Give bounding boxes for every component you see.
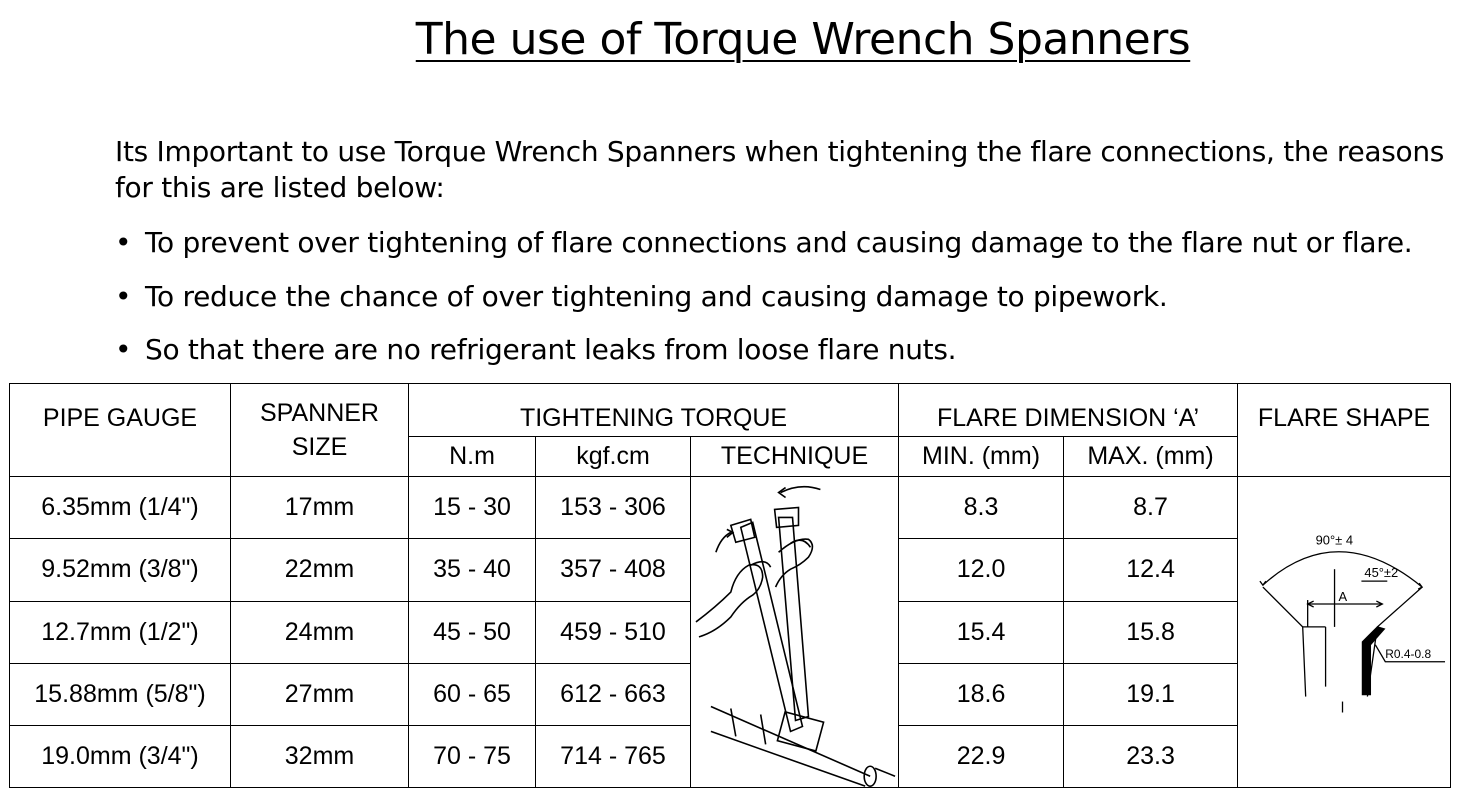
half-angle-label: 45°±2 — [1364, 565, 1399, 581]
list-item: • To prevent over tightening of flare connections and causing damage to the flare nut or flare. — [115, 226, 1413, 259]
cell-spanner: 27mm — [231, 663, 409, 725]
cell-kgf: 612 - 663 — [536, 663, 691, 725]
torque-spec-table — [9, 383, 1451, 788]
cell-gauge: 19.0mm (3/4") — [10, 725, 231, 787]
cell-spanner: 32mm — [231, 725, 409, 787]
bullet-icon: • — [115, 333, 132, 366]
technique-illustration-cell — [691, 477, 899, 788]
cell-spanner: 22mm — [231, 539, 409, 601]
cell-min: 12.0 — [899, 539, 1064, 601]
bullet-icon: • — [115, 226, 132, 259]
cell-nm: 60 - 65 — [409, 663, 536, 725]
flare-shape-diagram — [1238, 477, 1450, 787]
cell-nm: 70 - 75 — [409, 725, 536, 787]
header-flare-shape: FLARE SHAPE — [1238, 384, 1451, 477]
header-pipe-gauge: PIPE GAUGE — [10, 384, 231, 477]
cell-min: 15.4 — [899, 601, 1064, 663]
header-nm: N.m — [409, 437, 536, 477]
cell-max: 23.3 — [1064, 725, 1238, 787]
cell-min: 18.6 — [899, 663, 1064, 725]
cell-nm: 15 - 30 — [409, 477, 536, 539]
bullet-icon: • — [115, 279, 132, 313]
header-spanner-size: SPANNER SIZE — [231, 384, 409, 477]
angle-label: 90°± 4 — [1315, 532, 1354, 548]
header-min: MIN. (mm) — [899, 437, 1064, 477]
header-flare-dimension: FLARE DIMENSION ‘A’ — [899, 384, 1238, 437]
cell-gauge: 9.52mm (3/8") — [10, 539, 231, 601]
cell-max: 19.1 — [1064, 663, 1238, 725]
cell-kgf: 714 - 765 — [536, 725, 691, 787]
cell-gauge: 12.7mm (1/2") — [10, 601, 231, 663]
cell-min: 8.3 — [899, 477, 1064, 539]
list-item: • So that there are no refrigerant leaks from loose flare nuts. — [115, 333, 957, 366]
reasons-list — [115, 225, 1412, 386]
header-kgfcm: kgf.cm — [536, 437, 691, 477]
radius-label: R0.4-0.8 — [1385, 646, 1432, 661]
list-item: • To reduce the chance of over tightening and causing damage to pipework. — [115, 279, 1168, 313]
table-row — [10, 477, 1451, 539]
header-tightening-torque: TIGHTENING TORQUE — [409, 384, 899, 437]
cell-kgf: 357 - 408 — [536, 539, 691, 601]
cell-nm: 35 - 40 — [409, 539, 536, 601]
dimension-a-label: A — [1338, 589, 1348, 605]
cell-max: 8.7 — [1064, 477, 1238, 539]
flare-shape-diagram-cell — [1238, 477, 1451, 788]
cell-gauge: 6.35mm (1/4") — [10, 477, 231, 539]
cell-max: 12.4 — [1064, 539, 1238, 601]
cell-max: 15.8 — [1064, 601, 1238, 663]
header-max: MAX. (mm) — [1064, 437, 1238, 477]
technique-illustration — [691, 477, 898, 787]
page-title: The use of Torque Wrench Spanners — [415, 14, 1191, 65]
cell-gauge: 15.88mm (5/8") — [10, 663, 231, 725]
cell-spanner: 24mm — [231, 601, 409, 663]
cell-kgf: 459 - 510 — [536, 601, 691, 663]
cell-spanner: 17mm — [231, 477, 409, 539]
cell-min: 22.9 — [899, 725, 1064, 787]
header-technique: TECHNIQUE — [691, 437, 899, 477]
intro-paragraph: Its Important to use Torque Wrench Spanners when tightening the flare connections, the reasons for this are listed below: — [115, 135, 1445, 204]
cell-nm: 45 - 50 — [409, 601, 536, 663]
cell-kgf: 153 - 306 — [536, 477, 691, 539]
